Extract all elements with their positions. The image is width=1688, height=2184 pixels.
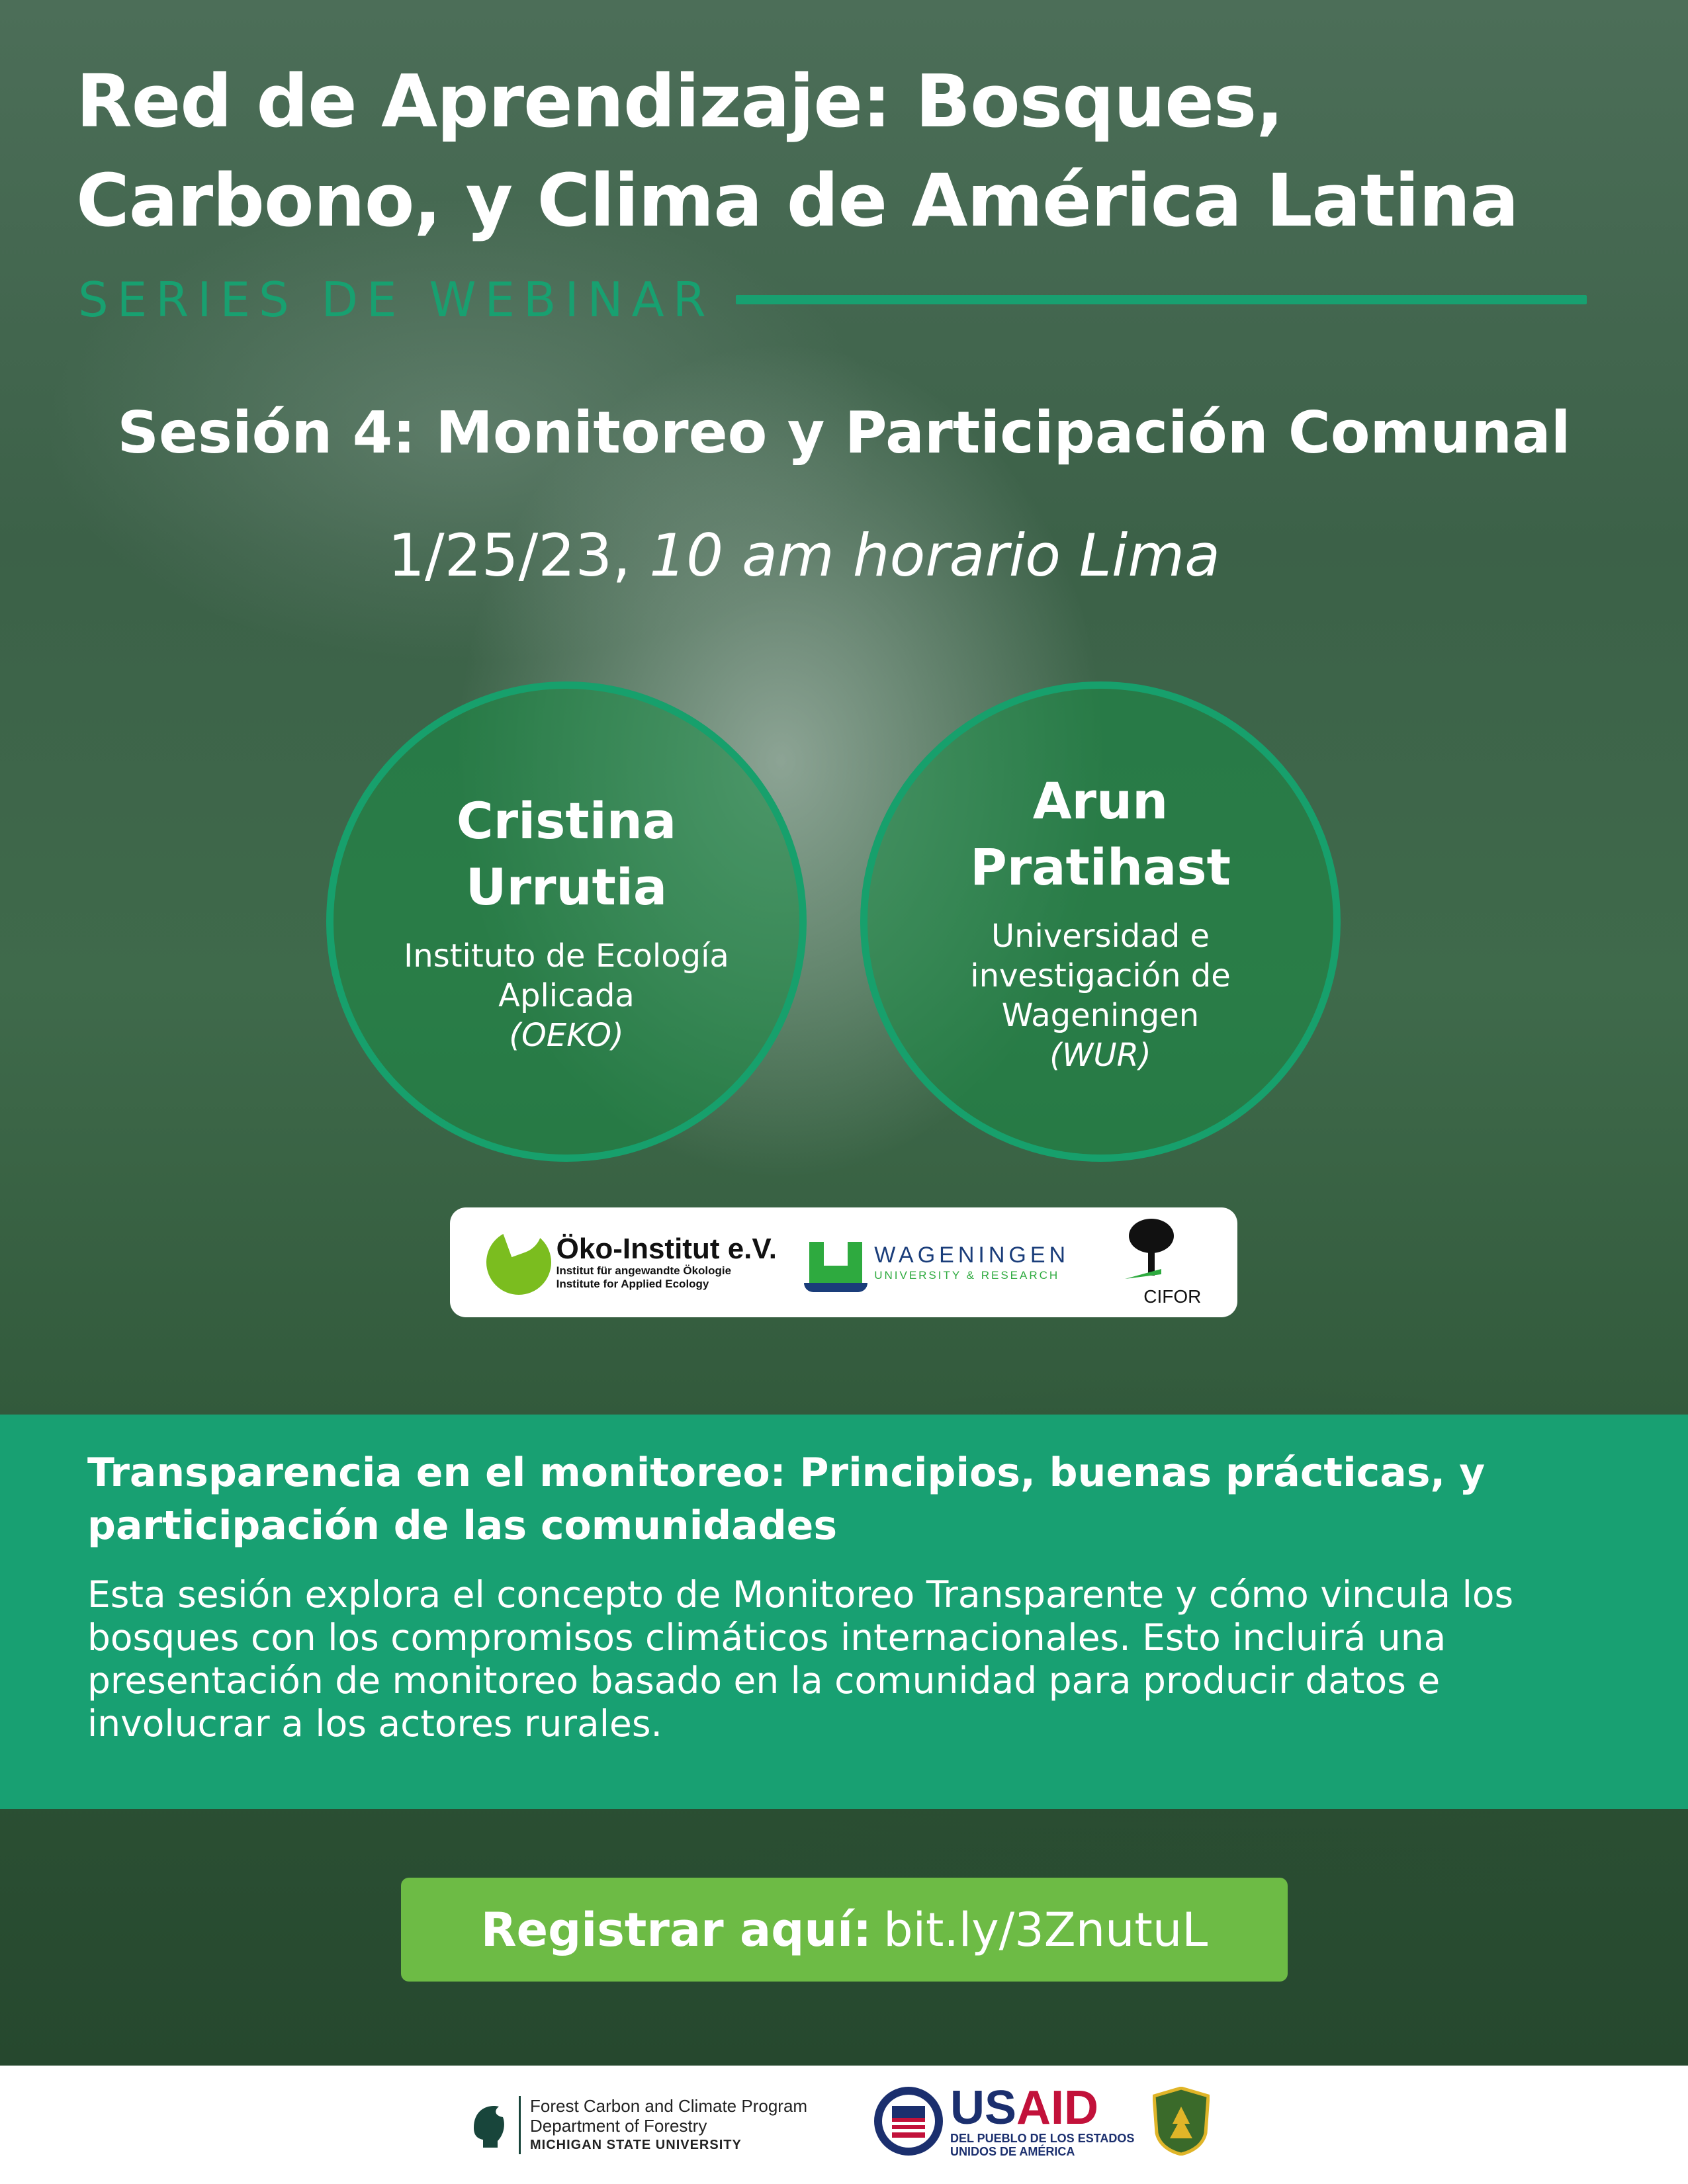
wageningen-title: WAGENINGEN <box>874 1243 1070 1268</box>
speaker-org: Universidad e investigación de Wageningen <box>970 918 1231 1034</box>
speaker-name: Cristina Urrutia <box>456 791 677 916</box>
oko-subtitle-de: Institut für angewandte Ökologie <box>556 1264 732 1277</box>
speaker-name: Arun Pratihast <box>970 771 1231 896</box>
usaid-tagline-2: UNIDOS DE AMÉRICA <box>950 2145 1075 2158</box>
description-title: Transparencia en el monitoreo: Principios, buenas prácticas, y participación de las comunidades <box>87 1450 1486 1549</box>
oko-subtitle-en: Institute for Applied Ecology <box>556 1278 709 1290</box>
cifor-logo <box>1102 1216 1201 1309</box>
session-date: 1/25/23, <box>387 521 631 590</box>
session-time: 10 am horario Lima <box>649 521 1221 590</box>
register-label: Registrar aquí: <box>480 1902 872 1957</box>
description-body: Esta sesión explora el concepto de Monitoreo Transparente y cómo vincula los bosques con los compromisos climáticos internacionales. Esto incluirá una presentación de monitoreo basado en la comunidad para producir datos e involucrar a los actores rurales. <box>87 1573 1514 1745</box>
oko-leaf-icon <box>486 1230 551 1295</box>
wageningen-mark-icon <box>809 1242 862 1283</box>
series-label: SERIES DE WEBINAR <box>78 272 715 328</box>
spartan-helmet-icon <box>468 2101 510 2149</box>
msu-program: Forest Carbon and Climate Program <box>530 2096 808 2116</box>
register-link[interactable]: bit.ly/3ZnutuL <box>883 1902 1208 1957</box>
speaker-org-abbr: (OEKO) <box>509 1017 624 1054</box>
usaid-seal-icon <box>872 2085 945 2158</box>
usaid-tagline-1: DEL PUEBLO DE LOS ESTADOS <box>950 2132 1135 2145</box>
wageningen-logo <box>809 1242 1069 1283</box>
partner-logos <box>450 1207 1237 1317</box>
register-button[interactable] <box>401 1878 1288 1982</box>
series-header <box>78 270 1587 329</box>
speaker-org-abbr: (WUR) <box>1049 1037 1151 1074</box>
oko-institut-logo <box>486 1230 777 1295</box>
session-title: Sesión 4: Monitoreo y Participación Comunal <box>117 399 1571 466</box>
series-divider <box>736 295 1587 304</box>
speaker-card <box>860 681 1341 1162</box>
forest-service-shield-icon <box>1153 2087 1210 2156</box>
session-datetime <box>0 521 1608 590</box>
msu-logo <box>468 2096 807 2154</box>
cifor-label: CIFOR <box>1143 1286 1202 1307</box>
cifor-tree-icon <box>1122 1216 1181 1282</box>
speaker-card <box>326 681 807 1162</box>
sponsor-footer <box>0 2066 1688 2184</box>
usaid-logo <box>872 2081 1135 2158</box>
speaker-org: Instituto de Ecología Aplicada <box>404 938 729 1014</box>
usaid-wordmark-aid: AID <box>1016 2081 1099 2134</box>
usaid-wordmark <box>950 2081 1134 2134</box>
msu-university: MICHIGAN STATE UNIVERSITY <box>530 2138 742 2152</box>
page-title: Red de Aprendizaje: Bosques, Carbono, y Clima de América Latina <box>76 59 1519 243</box>
msu-divider <box>519 2096 521 2154</box>
msu-department: Department of Forestry <box>530 2116 707 2136</box>
wageningen-subtitle: UNIVERSITY & RESEARCH <box>874 1269 1060 1282</box>
speaker-affiliation <box>915 916 1286 1075</box>
usaid-wordmark-us: US <box>950 2081 1017 2134</box>
oko-title: Öko-Institut e.V. <box>556 1233 777 1265</box>
speaker-affiliation <box>381 936 752 1055</box>
